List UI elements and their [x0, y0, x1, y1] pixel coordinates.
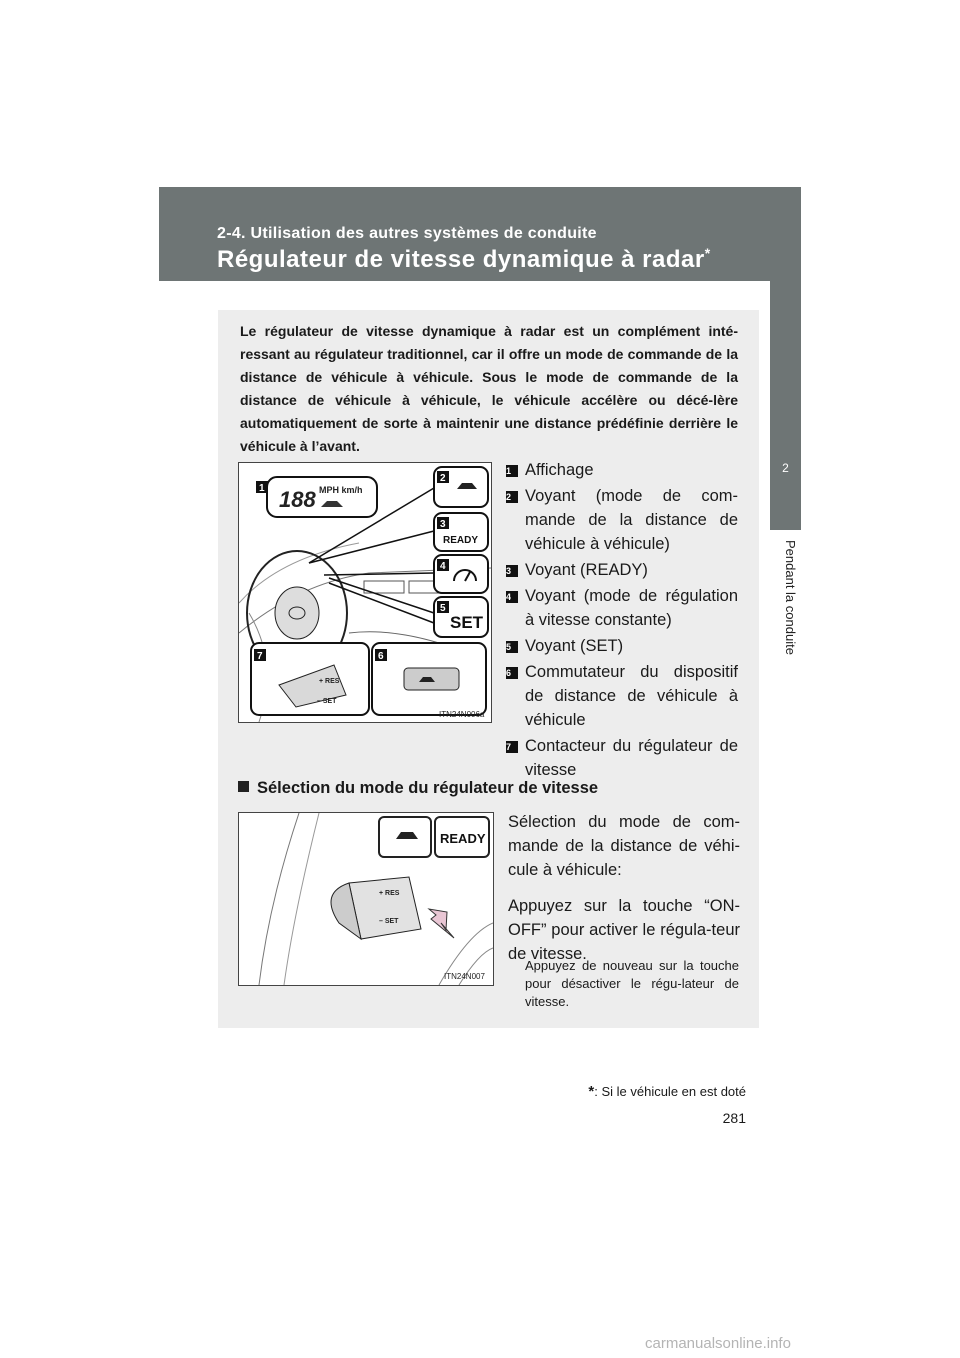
- ready-indicator-text: READY: [443, 535, 479, 546]
- legend-item: [506, 558, 738, 582]
- legend-text: Contacteur du régulateur de vitesse: [525, 737, 738, 779]
- selection-note: Appuyez de nouveau sur la touche pour désactiver le régu-lateur de vitesse.: [525, 958, 739, 1009]
- legend-item: [506, 660, 738, 732]
- legend-text: Affichage: [525, 461, 594, 479]
- page-number: 281: [722, 1110, 746, 1126]
- legend-number: 7: [506, 741, 518, 753]
- section-title: 2-4. Utilisation des autres systèmes de conduite: [217, 225, 597, 242]
- dashboard-illustration: [238, 462, 492, 723]
- press-arrow-icon: [429, 909, 454, 938]
- chapter-header: [159, 187, 801, 281]
- lever-drawing: [239, 813, 493, 985]
- legend-item: [506, 734, 738, 782]
- page-title-text: Régulateur de vitesse dynamique à radar: [217, 246, 705, 273]
- footnote: [580, 1083, 746, 1100]
- callout-4: 4: [440, 561, 446, 572]
- legend-number: 6: [506, 667, 518, 679]
- legend-item: [506, 584, 738, 632]
- ready-indicator-text-2: READY: [440, 831, 486, 846]
- callout-5: 5: [440, 603, 446, 614]
- legend-number: 3: [506, 565, 518, 577]
- legend-text: Voyant (mode de com-mande de la distance de véhicule à véhicule): [525, 487, 738, 553]
- lever-set-label-2: – SET: [379, 918, 399, 925]
- figure2-code: ITN24N007: [444, 972, 485, 981]
- callout-7: 7: [257, 651, 263, 662]
- display-digits: 188: [279, 487, 316, 512]
- footnote-mark: *: [588, 1083, 595, 1100]
- legend-number: 4: [506, 591, 518, 603]
- selection-para-1: Sélection du mode de com-mande de la distance de véhi-cule à véhicule:: [508, 813, 740, 879]
- footnote-text: : Si le véhicule en est doté: [594, 1084, 746, 1099]
- legend-number: 1: [506, 465, 518, 477]
- content-panel: [218, 310, 759, 1028]
- chapter-side-tab: [770, 281, 801, 530]
- selection-text: [508, 810, 740, 978]
- callout-1: 1: [259, 483, 265, 494]
- legend-text: Voyant (mode de régulation à vitesse constante): [525, 587, 738, 629]
- cruise-lever-illustration: [238, 812, 494, 986]
- subsection-title: Sélection du mode du régulateur de vitesse: [257, 779, 599, 797]
- figure1-code: ITN24N006a: [439, 710, 485, 719]
- subsection-heading: [238, 779, 598, 798]
- intro-paragraph: Le régulateur de vitesse dynamique à radar est un complément inté-ressant au régulateur traditionnel, car il offre un mode de commande de la distance de véhicule à véhicule. Sous le mode de commande de la distance de véhicule à véhicule, le véhicule accélère ou décé-lère automatiquement de sorte à maintenir une distance prédéfinie derrière le véhicule à l’avant.: [240, 323, 738, 454]
- legend-item: [506, 634, 738, 658]
- square-bullet-icon: [238, 781, 249, 792]
- watermark: carmanualsonline.info: [645, 1335, 791, 1352]
- lever-set-label: – SET: [317, 698, 337, 705]
- display-unit: MPH km/h: [319, 485, 363, 495]
- title-footnote-mark: *: [704, 245, 711, 261]
- page-title: [217, 245, 711, 274]
- legend-number: 5: [506, 641, 518, 653]
- chapter-number: 2: [782, 461, 789, 475]
- legend-text: Voyant (READY): [525, 561, 648, 579]
- set-indicator-text: SET: [450, 613, 484, 632]
- chapter-side-label: Pendant la conduite: [783, 540, 798, 655]
- lever-res-label: + RES: [319, 678, 340, 685]
- legend-item: [506, 484, 738, 556]
- callout-6: 6: [378, 651, 384, 662]
- legend-text: Voyant (SET): [525, 637, 624, 655]
- lever-res-label-2: + RES: [379, 890, 400, 897]
- callout-3: 3: [440, 519, 446, 530]
- legend-number: 2: [506, 491, 518, 503]
- legend-item: [506, 458, 738, 482]
- callout-2: 2: [440, 473, 446, 484]
- selection-para-2: Appuyez sur la touche “ON-OFF” pour activer le régula-teur de vitesse.: [508, 897, 740, 963]
- dashboard-drawing: [239, 463, 491, 722]
- legend-text: Commutateur du dispositif de distance de véhicule à véhicule: [525, 663, 738, 729]
- figure-legend: [506, 458, 738, 784]
